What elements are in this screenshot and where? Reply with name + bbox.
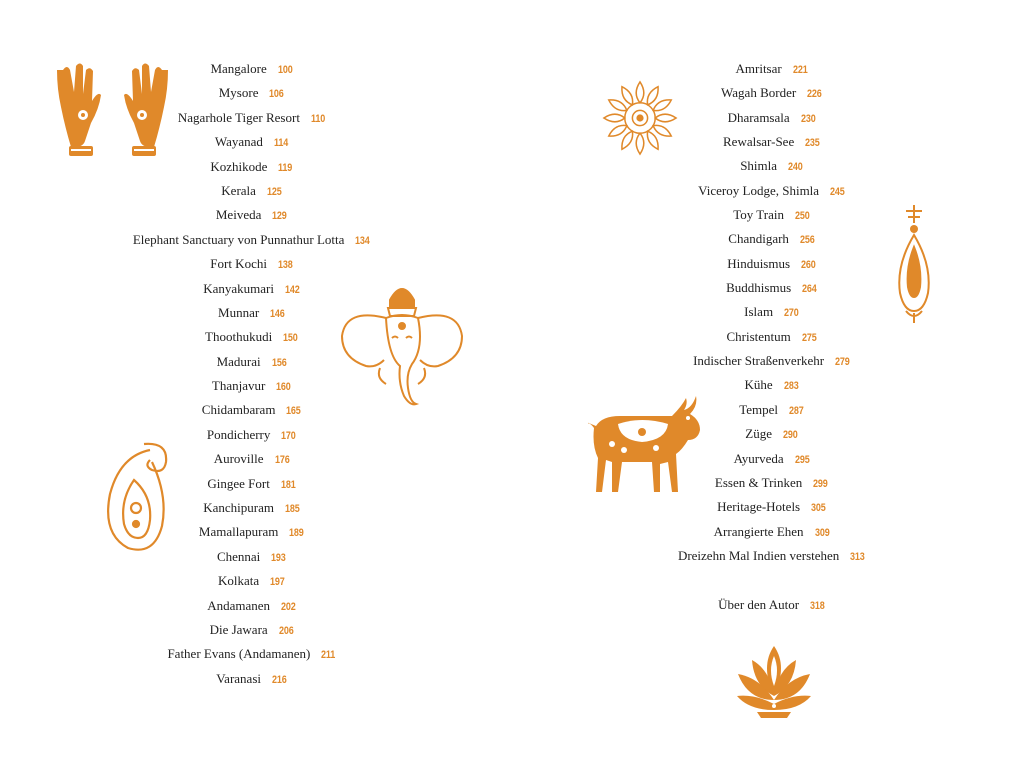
toc-entry-page-number: 318 [810, 599, 825, 612]
toc-entry-title: Thoothukudi [205, 329, 273, 345]
toc-entry-title: Buddhismus [726, 280, 792, 296]
toc-entry [633, 544, 913, 568]
toc-entry [93, 618, 413, 642]
toc-entry [93, 228, 413, 252]
toc-entry-page-number: 142 [285, 283, 300, 296]
toc-entry [633, 495, 913, 519]
toc-entry [633, 179, 913, 203]
toc-entry [93, 642, 413, 666]
toc-entry-page-number: 197 [270, 576, 285, 589]
toc-entry-page-number: 245 [830, 185, 845, 198]
toc-entry-page-number: 146 [270, 307, 285, 320]
toc-entry-page-number: 235 [805, 137, 820, 150]
paisley-icon [104, 440, 170, 552]
toc-entry-title: Essen & Trinken [714, 474, 803, 490]
toc-entry-title: Die Jawara [209, 621, 268, 637]
toc-entry [633, 325, 913, 349]
toc-entry-title: Ayurveda [733, 450, 784, 466]
toc-entry-page-number: 279 [835, 356, 850, 369]
toc-entry-page-number: 125 [266, 185, 282, 198]
toc-entry [93, 252, 413, 276]
toc-entry [633, 227, 913, 251]
toc-entry-title: Kolkata [218, 573, 260, 589]
toc-entry-page-number: 114 [273, 137, 289, 150]
toc-entry-title: Mamallapuram [198, 524, 279, 540]
toc-entry-page-number: 193 [271, 551, 286, 564]
toc-entry-title: Dharamsala [727, 109, 790, 125]
toc-entry-title: Madurai [216, 353, 261, 369]
toc-entry-page-number: 287 [789, 404, 804, 417]
toc-entry-title: Chandigarh [728, 231, 789, 247]
toc-entry [633, 349, 913, 373]
toc-entry [93, 569, 413, 593]
toc-entry-page-number: 230 [800, 112, 816, 125]
toc-entry-title: Dreizehn Mal Indien verstehen [677, 547, 840, 563]
toc-entry-title: Kanchipuram [203, 500, 274, 516]
toc-entry-page-number: 160 [276, 381, 291, 394]
toc-entry [633, 593, 913, 617]
toc-entry-page-number: 206 [278, 624, 294, 637]
toc-entry-page-number: 134 [355, 234, 370, 247]
toc-entry [633, 300, 913, 324]
toc-entry-page-number: 226 [807, 88, 822, 101]
toc-entry-page-number: 290 [782, 429, 798, 442]
toc-entry-page-number: 202 [281, 600, 296, 613]
toc-entry-page-number: 221 [792, 64, 808, 76]
toc-entry-title: Elephant Sanctuary von Punnathur Lotta [132, 231, 345, 247]
toc-entry-page-number: 250 [794, 210, 810, 223]
lotus-icon [733, 644, 815, 720]
toc-entry-title: Father Evans (Andamanen) [167, 646, 311, 662]
toc-entry-title: Kanyakumari [203, 280, 274, 296]
toc-entry-page-number: 165 [286, 405, 302, 418]
toc-entry-page-number: 156 [271, 356, 287, 369]
toc-entry-title: Indischer Straßenverkehr [693, 353, 825, 369]
toc-entry [93, 594, 413, 618]
toc-entry-title: Gingee Fort [207, 475, 270, 491]
toc-entry-title: Islam [744, 304, 774, 320]
toc-entry-title: Züge [745, 426, 772, 442]
toc-entry [93, 667, 413, 691]
toc-entry-title: Munnar [218, 304, 260, 320]
toc-entry-title: Rewalsar-See [723, 134, 795, 150]
toc-entry [93, 203, 413, 227]
toc-entry-page-number: 260 [801, 258, 816, 271]
toc-entry [633, 154, 913, 178]
toc-entry-page-number: 275 [801, 331, 817, 344]
henna-hands-icon [55, 60, 170, 160]
toc-entry-title: Arrangierte Ehen [713, 523, 804, 539]
toc-entry-page-number: 150 [283, 332, 298, 345]
toc-entry-page-number: 138 [277, 259, 293, 272]
toc-entry [633, 276, 913, 300]
toc-entry [93, 179, 413, 203]
toc-entry [633, 520, 913, 544]
toc-entry-title: Mysore [218, 85, 259, 101]
toc-entry-title: Hinduismus [727, 255, 791, 271]
toc-entry-page-number: 211 [321, 649, 336, 662]
toc-entry-page-number: 270 [784, 307, 799, 320]
toc-entry-page-number: 313 [850, 550, 865, 563]
toc-entry-page-number: 299 [813, 477, 828, 490]
toc-entry-page-number: 100 [277, 64, 293, 76]
toc-entry-page-number: 106 [269, 88, 285, 101]
toc-entry-page-number: 283 [783, 380, 799, 393]
paisley-drop-icon [896, 203, 932, 325]
cow-icon [588, 392, 704, 496]
toc-entry-title: Chidambaram [201, 402, 276, 418]
toc-entry-page-number: 309 [814, 526, 830, 539]
toc-entry-page-number: 110 [310, 112, 326, 125]
toc-entry-title: Wayanad [214, 134, 263, 150]
toc-entry-title: Viceroy Lodge, Shimla [698, 182, 820, 198]
toc-entry-page-number: 170 [281, 429, 296, 442]
toc-entry-page-number: 189 [289, 527, 304, 540]
toc-entry-title: Mangalore [210, 61, 267, 76]
toc-entry-title: Amritsar [735, 61, 782, 76]
mandala-icon [602, 78, 678, 158]
toc-entry-page-number: 181 [280, 478, 296, 491]
toc-entry-title: Über den Autor [718, 596, 800, 612]
toc-entry-title: Kerala [221, 182, 256, 198]
toc-entry-title: Tempel [739, 401, 779, 417]
toc-entry-page-number: 185 [285, 503, 300, 516]
toc-entry-title: Thanjavur [211, 378, 266, 394]
toc-entry-title: Nagarhole Tiger Resort [177, 109, 300, 125]
toc-entry-title: Kozhikode [210, 158, 268, 174]
toc-entry-title: Wagah Border [721, 85, 797, 101]
toc-entry [633, 568, 913, 592]
toc-entry [633, 203, 913, 227]
toc-entry-title: Varanasi [216, 670, 261, 686]
toc-entry-title: Christentum [726, 328, 791, 344]
toc-entry-title: Shimla [740, 158, 778, 174]
ganesha-icon [340, 278, 464, 410]
toc-entry-page-number: 240 [788, 161, 803, 174]
toc-entry-page-number: 305 [811, 502, 826, 515]
toc-entry-title: Andamanen [207, 597, 271, 613]
toc-entry [633, 252, 913, 276]
toc-entry-title: Fort Kochi [210, 256, 267, 272]
toc-entry-page-number: 176 [274, 454, 290, 467]
toc-entry-title: Kühe [744, 377, 773, 393]
toc-entry-page-number: 216 [272, 673, 287, 686]
toc-entry-title: Auroville [213, 451, 264, 467]
toc-entry-title: Chennai [216, 548, 261, 564]
toc-entry-title: Meiveda [215, 207, 262, 223]
toc-entry-title: Toy Train [733, 207, 784, 223]
toc-entry-page-number: 264 [802, 283, 817, 296]
toc-entry-page-number: 119 [278, 161, 293, 174]
toc-entry-page-number: 129 [272, 210, 287, 223]
toc-entry-page-number: 295 [794, 453, 810, 466]
toc-entry-page-number: 256 [799, 234, 815, 247]
toc-entry-title: Pondicherry [206, 426, 271, 442]
toc-entry-title: Heritage-Hotels [717, 499, 801, 515]
